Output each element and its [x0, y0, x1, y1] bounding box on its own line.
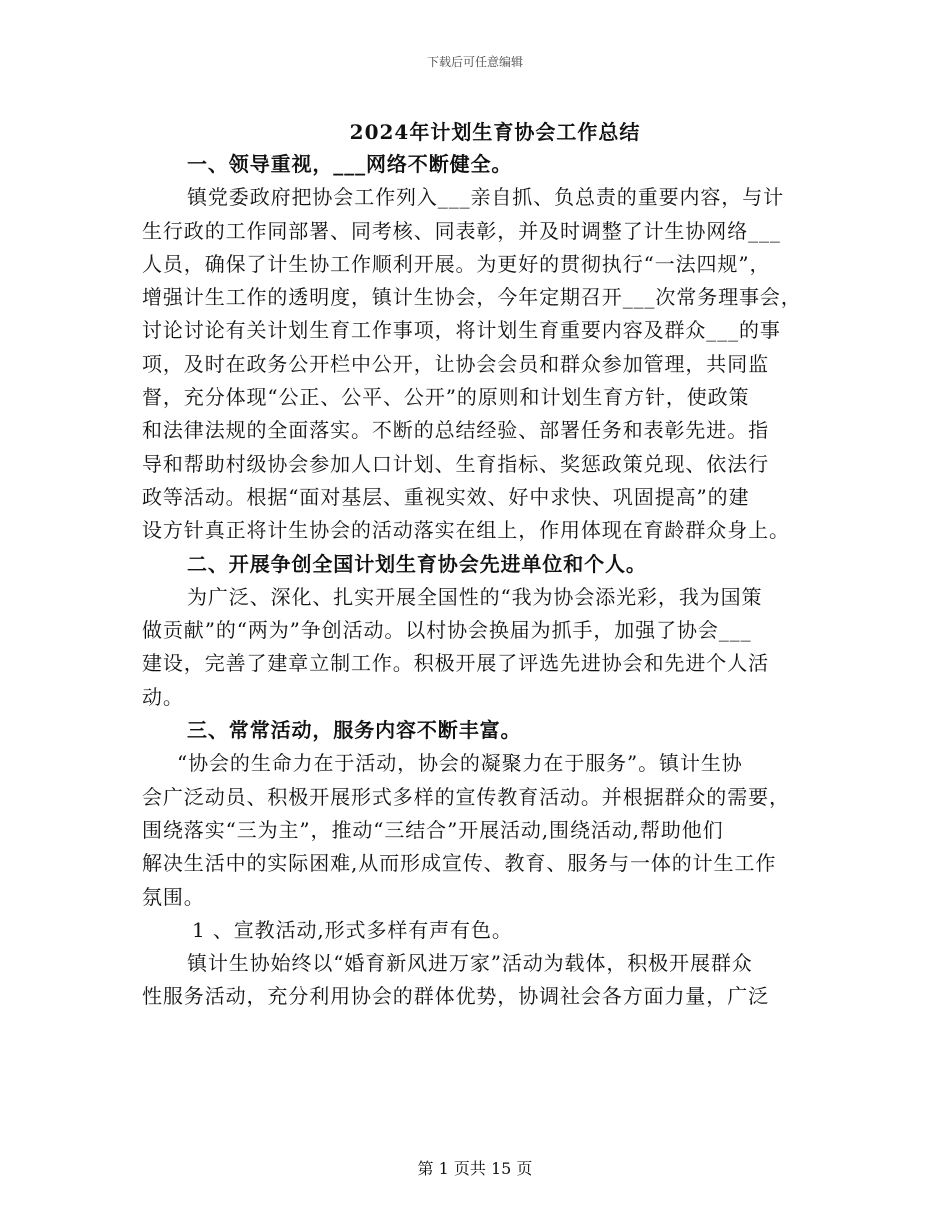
- body-text-line: 和法律法规的全面落实。不断的总结经验、部署任务和表彰先进。指: [142, 418, 769, 443]
- body-text-line: 讨论讨论有关计划生育工作事项，将计划生育重要内容及群众___的事: [142, 318, 781, 343]
- body-text-line: 围绕落实“三为主”，推动“三结合”开展活动,围绕活动,帮助他们: [142, 817, 724, 842]
- body-text-line: 建设，完善了建章立制工作。积极开展了评选先进协会和先进个人活: [142, 651, 769, 676]
- body-text-line: 会广泛动员、积极开展形式多样的宣传教育活动。并根据群众的需要，: [142, 784, 790, 809]
- body-text-line: 项，及时在政务公开栏中公开，让协会会员和群众参加管理，共同监: [142, 351, 769, 376]
- body-text-line: 督，充分体现“公正、公平、公开”的原则和计划生育方针，使政策: [142, 385, 750, 410]
- body-text-line: 镇党委政府把协会工作列入___亲自抓、负总责的重要内容，与计: [187, 185, 784, 210]
- section-heading: 一、领导重视，___网络不断健全。: [187, 152, 513, 176]
- body-text-line: 动。: [142, 684, 184, 709]
- body-text-line: 性服务活动，充分利用协会的群体优势，协调社会各方面力量，广泛: [142, 984, 769, 1009]
- body-text-line: 氛围。: [142, 884, 205, 909]
- body-text-line: 1 、宣教活动,形式多样有声有色。: [192, 917, 513, 942]
- document-title: 2024年计划生育协会工作总结: [349, 120, 641, 144]
- document-body: [142, 148, 822, 1014]
- body-text-line: 做贡献”的“两为”争创活动。以村协会换届为抓手，加强了协会___: [142, 618, 752, 643]
- body-text-line: 政等活动。根据“面对基层、重视实效、好中求快、巩固提高”的建: [142, 484, 750, 509]
- body-text-line: 人员，确保了计生协工作顺利开展。为更好的贯彻执行“一法四规”，: [142, 251, 771, 276]
- body-text-line: 为广泛、深化、扎实开展全国性的“我为协会添光彩，我为国策: [187, 584, 763, 609]
- section-heading: 二、开展争创全国计划生育协会先进单位和个人。: [187, 551, 647, 576]
- body-text-line: 解决生活中的实际困难,从而形成宣传、教育、服务与一体的计生工作: [142, 851, 777, 876]
- body-text-line: 增强计生工作的透明度，镇计生协会，今年定期召开___次常务理事会，: [142, 285, 802, 310]
- body-text-line: 生行政的工作同部署、同考核、同表彰，并及时调整了计生协网络___: [142, 218, 781, 243]
- body-text-line: 设方针真正将计生协会的活动落实在组上，作用体现在育龄群众身上。: [142, 518, 790, 543]
- page-footer: 第 1 页共 15 页: [417, 1159, 533, 1178]
- body-text-line: “协会的生命力在于活动，协会的凝聚力在于服务”。镇计生协: [177, 751, 743, 776]
- section-heading: 三、常常活动，服务内容不断丰富。: [187, 718, 522, 743]
- body-text-line: 镇计生协始终以“婚育新风进万家”活动为载体，积极开展群众: [187, 951, 753, 976]
- header-note: 下载后可任意编辑: [426, 55, 523, 69]
- body-text-line: 导和帮助村级协会参加人口计划、生育指标、奖惩政策兑现、依法行: [142, 451, 769, 476]
